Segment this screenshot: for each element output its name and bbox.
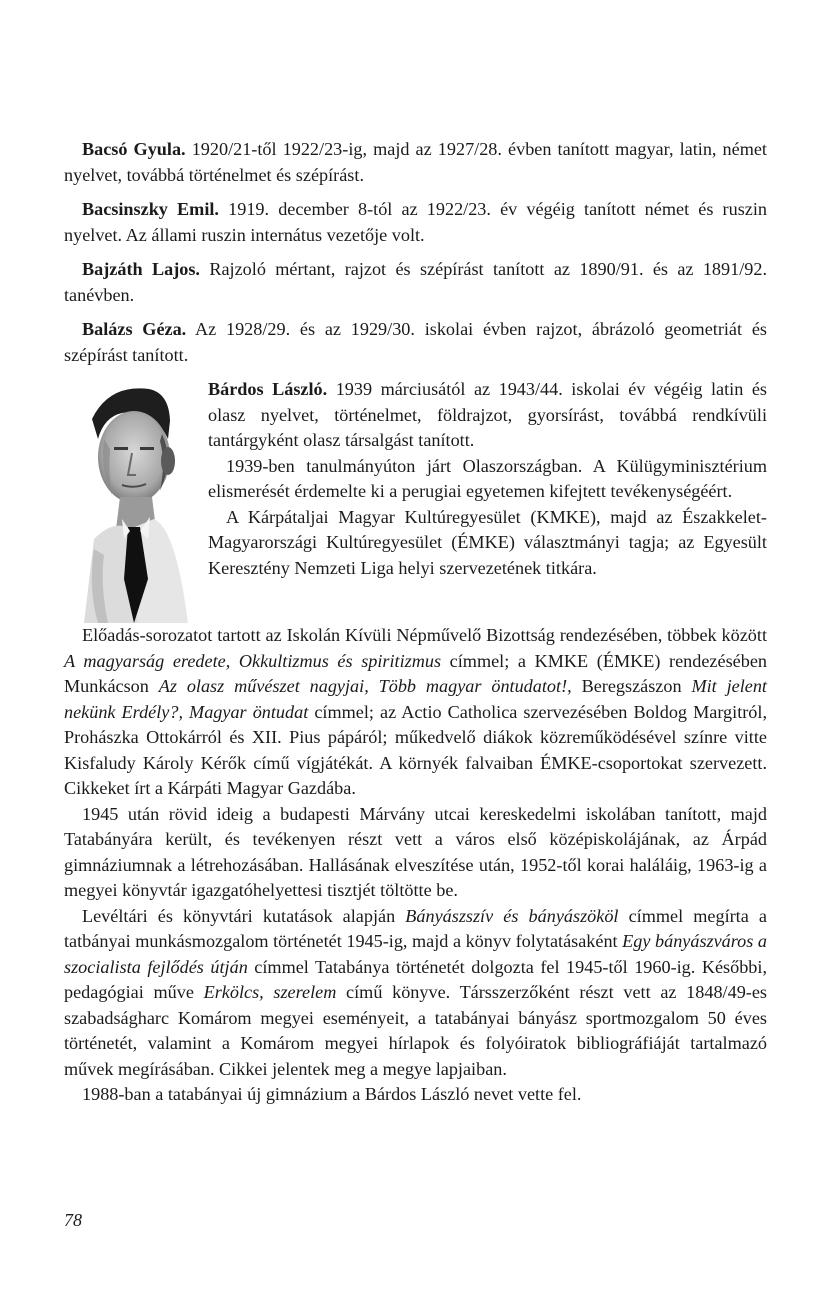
text-run: Beregszászon [571,676,692,696]
text-run: címmel megírta a tatbányai munkásmozgalom történetét 1945-ig, majd a könyv folytatásaként [64,905,767,951]
bardos-paragraph-6 [64,904,767,1083]
bardos-paragraph-4 [64,623,767,802]
text-run: címmel; a KMKE (ÉMKE) rendezésében Munkácson [64,650,767,696]
entry-name: Balázs Géza. [82,319,187,339]
book-title: Egy bányászváros a szocialista fejlődés útján [64,931,767,977]
text-run: Előadás-sorozatot tartott az Iskolán Kívüli Népművelő Bizottság rendezésében, többek között [82,625,767,645]
lecture-titles: A magyarság eredete, Okkultizmus és spiritizmus [64,650,442,671]
book-title: Erkölcs, szerelem [203,982,337,1002]
entry-name: Bajzáth Lajos. [82,259,200,279]
text-column [64,137,767,1108]
entry-name: Bacsó Gyula. [82,139,186,159]
lecture-titles: Az olasz művészet nagyjai, Több magyar öntudatot!, [158,676,572,696]
page-number: 78 [64,1210,82,1230]
entry-bardos [64,377,767,1108]
portrait-image [64,379,194,623]
book-title: Bányászszív és bányászököl [405,905,619,926]
bardos-paragraph-5: 1945 után rövid ideig a budapesti Márvány utcai kereskedelmi iskolában tanított, majd Tatabányára került, és tevékenyen részt vett a város első középiskolájának, az Árpád gimnáziumnak a létrehozásában. Hallásának elveszítése után, 1952-től korai haláláig, 1963-ig a megyei könyvtár igazgatóhelyettesi tisztjét töltötte be. [64,803,767,900]
text-run: Levéltári és könyvtári kutatások alapján [82,905,406,926]
bardos-paragraph-7: 1988-ban a tatabányai új gimnázium a Bárdos László nevet vette fel. [82,1084,582,1104]
bardos-paragraph-2: 1939-ben tanulmányúton járt Olaszországban. A Külügyminisztérium elismerését érdemelte ki a perugiai egyetemen kifejtett tevékenységéért. [208,455,767,501]
text-run: című könyve. Társszerzőként részt vett az 1848/49-es szabadságharc Komárom megyei eseményeit, a tatabányai bányász sportmozgalom 50 éves történetét, valamint a Komárom megyei hírlapok és folyóiratok bibliográfiáját tartalmazó művek megírásában. Cikkei jelentek meg a megye lapjaiban. [64,982,767,1079]
portrait-photo [64,379,194,623]
text-run: címmel Tatabánya történetét dolgozta fel 1945-től 1960-ig. Későbbi, pedagógiai műve [64,956,767,1002]
entry-text: Rajzoló mértant, rajzot és szépírást tanított az 1890/91. és az 1891/92. tanévben. [64,259,768,305]
entry-name: Bárdos László. [208,379,328,399]
bardos-text-1: 1939 márciusától az 1943/44. iskolai év végéig latin és olasz nyelvet, történelmet, földrajzot, gyorsírást, továbbá rendkívüli tantárgyként olasz társalgást tanított. [208,379,767,450]
lecture-titles: Mit jelent nekünk Erdély?, Magyar öntudat [64,676,767,722]
entry-text: 1920/21-től 1922/23-ig, majd az 1927/28. évben tanított magyar, latin, német nyelvet, továbbá történelmet és szépírást. [64,139,767,185]
text-run: címmel; az Actio Catholica szervezésében Boldog Margitról, Prohászka Ottokárról és XII. Pius pápáról; műkedvelő diákok közreműködésével színre vitte Kisfaludy Károly Kérők című vígjátékát. A környék falvaiban ÉMKE-csoportokat szervezett. Cikkeket írt a Kárpáti Magyar Gazdába. [64,701,767,798]
entry-text: 1919. december 8-tól az 1922/23. év végéig tanított német és ruszin nyelvet. Az állami ruszin internátus vezetője volt. [64,199,767,245]
entry-balazs [64,317,767,368]
entry-name: Bacsinszky Emil. [82,199,219,219]
bardos-paragraph-3: A Kárpátaljai Magyar Kultúregyesület (KMKE), majd az Északkelet-Magyarországi Kultúregyesület (ÉMKE) választmányi tagja; az Egyesült Keresztény Nemzeti Liga helyi szervezetének titkára. [208,506,767,578]
entry-bacso [64,137,767,188]
entry-bacsinszky [64,197,767,248]
entry-text: Az 1928/29. és az 1929/30. iskolai évben rajzot, ábrázoló geometriát és szépírást tanított. [64,319,767,365]
entry-bajzath [64,257,767,308]
